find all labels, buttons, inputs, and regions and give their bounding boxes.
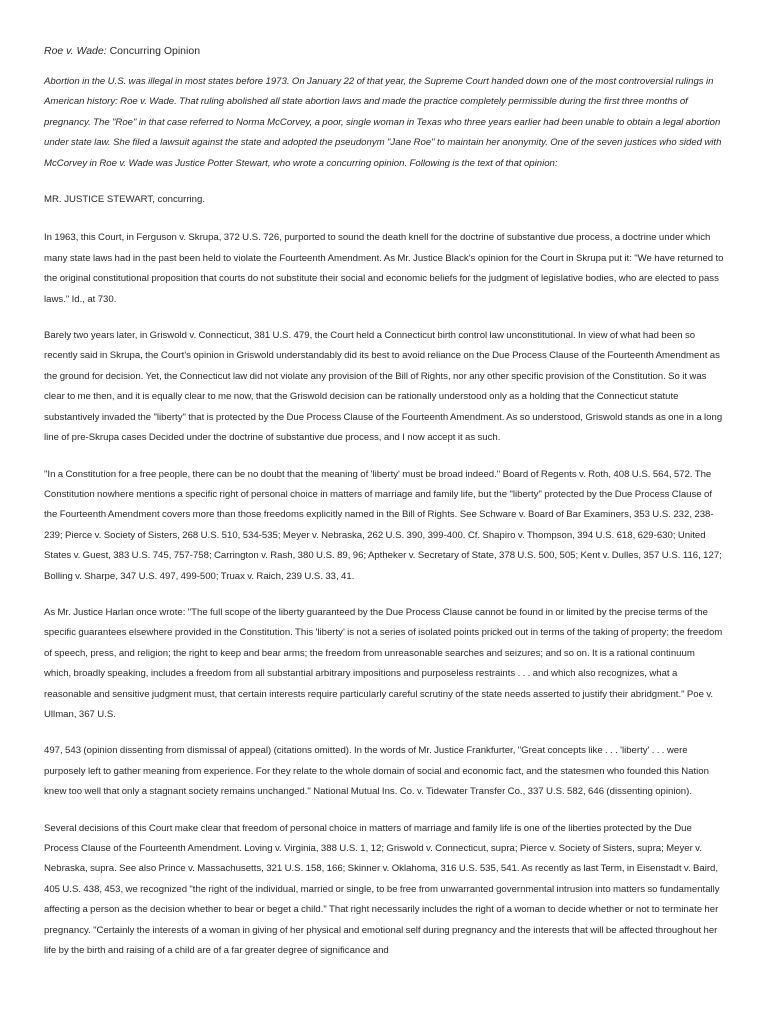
title-suffix: Concurring Opinion [106, 45, 201, 57]
opinion-paragraph-6: Several decisions of this Court make clear that freedom of personal choice in matters of marriage and family life is one of the liberties protected by the Due Process Clause of the Fourteenth Amendment. Loving v. Virginia, 388 U.S. 1, 12; Griswold v. Connecticut, supra; Pierce v. Society of Sisters, supra; Meyer v. Nebraska, supra. See also Prince v. Massachusetts, 321 U.S. 158, 166; Skinner v. Oklahoma, 316 U.S. 535, 541. As recently as last Term, in Eisenstadt v. Baird, 405 U.S. 438, 453, we recognized "the right of the individual, married or single, to be free from unwarranted governmental intrusion into matters so fundamentally affecting a person as the decision whether to bear or beget a child." That right necessarily includes the right of a woman to decide whether or not to terminate her pregnancy. "Certainly the interests of a woman in giving of her physical and emotional self during pregnancy and the interests that will be affected throughout her life by the birth and raising of a child are of a far greater degree of significance and [44, 822, 720, 957]
opinion-paragraph-5: 497, 543 (opinion dissenting from dismissal of appeal) (citations omitted). In the words of Mr. Justice Frankfurter, "Great concepts like . . . 'liberty' . . . were purposely left to gather meaning from experience. For they relate to the whole domain of social and economic fact, and the statesmen who founded this Nation knew too well that only a stagnant society remains unchanged." National Mutual Ins. Co. v. Tidewater Transfer Co., 337 U.S. 582, 646 (dissenting opinion). [44, 745, 709, 798]
speaker-line: MR. JUSTICE STEWART, concurring. [44, 194, 205, 206]
intro-paragraph: Abortion in the U.S. was illegal in most states before 1973. On January 22 of that year, the Supreme Court handed down one of the most controversial rulings in American history: Roe v. Wade. That ruling abolished all state abortion laws and made the practice completely permissible during the first three months of pregnancy. The "Roe" in that case referred to Norma McCorvey, a poor, single woman in Texas who three years earlier had been unable to obtain a legal abortion under state law. She filed a lawsuit against the state and adopted the pseudonym "Jane Roe" to maintain her anonymity. One of the seven justices who sided with McCorvey in Roe v. Wade was Justice Potter Stewart, who wrote a concurring opinion. Following is the text of that opinion: [44, 76, 722, 169]
title-case-name: Roe v. Wade: [44, 45, 107, 57]
opinion-paragraph-3: "In a Constitution for a free people, there can be no doubt that the meaning of 'liberty' must be broad indeed." Board of Regents v. Roth, 408 U.S. 564, 572. The Constitution nowhere mentions a specific right of personal choice in matters of marriage and family life, but the "liberty" protected by the Due Process Clause of the Fourteenth Amendment covers more than those freedoms explicitly named in the Bill of Rights. See Schware v. Board of Bar Examiners, 353 U.S. 232, 238-239; Pierce v. Society of Sisters, 268 U.S. 510, 534-535; Meyer v. Nebraska, 262 U.S. 390, 399-400. Cf. Shapiro v. Thompson, 394 U.S. 618, 629-630; United States v. Guest, 383 U.S. 745, 757-758; Carrington v. Rash, 380 U.S. 89, 96; Aptheker v. Secretary of State, 378 U.S. 500, 505; Kent v. Dulles, 357 U.S. 116, 127; Bolling v. Sharpe, 347 U.S. 497, 499-500; Truax v. Raich, 239 U.S. 33, 41. [44, 468, 722, 582]
document-title [44, 42, 724, 60]
opinion-paragraph-2: Barely two years later, in Griswold v. Connecticut, 381 U.S. 479, the Court held a Connecticut birth control law unconstitutional. In view of what had been so recently said in Skrupa, the Court's opinion in Griswold understandably did its best to avoid reliance on the Due Process Clause of the Fourteenth Amendment as the ground for decision. Yet, the Connecticut law did not violate any provision of the Bill of Rights, nor any other specific provision of the Constitution. So it was clear to me then, and it is equally clear to me now, that the Griswold decision can be rationally understood only as a holding that the Connecticut statute substantively invaded the "liberty" that is protected by the Due Process Clause of the Fourteenth Amendment. As so understood, Griswold stands as one in a long line of pre-Skrupa cases Decided under the doctrine of substantive due process, and I now accept it as such. [44, 330, 723, 444]
opinion-paragraph-1: In 1963, this Court, in Ferguson v. Skrupa, 372 U.S. 726, purported to sound the death knell for the doctrine of substantive due process, a doctrine under which many state laws had in the past been held to violate the Fourteenth Amendment. As Mr. Justice Black's opinion for the Court in Skrupa put it: "We have returned to the original constitutional proposition that courts do not substitute their social and economic beliefs for the judgment of legislative bodies, who are elected to pass laws." Id., at 730. [44, 232, 724, 305]
opinion-paragraph-4: As Mr. Justice Harlan once wrote: "The full scope of the liberty guaranteed by the Due Process Clause cannot be found in or limited by the precise terms of the specific guarantees elsewhere provided in the Constitution. This 'liberty' is not a series of isolated points pricked out in terms of the taking of property; the freedom of speech, press, and religion; the right to keep and bear arms; the freedom from unreasonable searches and seizures; and so on. It is a rational continuum which, broadly speaking, includes a freedom from all substantial arbitrary impositions and purposeless restraints . . . and which also recognizes, what a reasonable and sensitive judgment must, that certain interests require particularly careful scrutiny of the state needs asserted to justify their abridgment." Poe v. Ullman, 367 U.S. [44, 606, 723, 720]
